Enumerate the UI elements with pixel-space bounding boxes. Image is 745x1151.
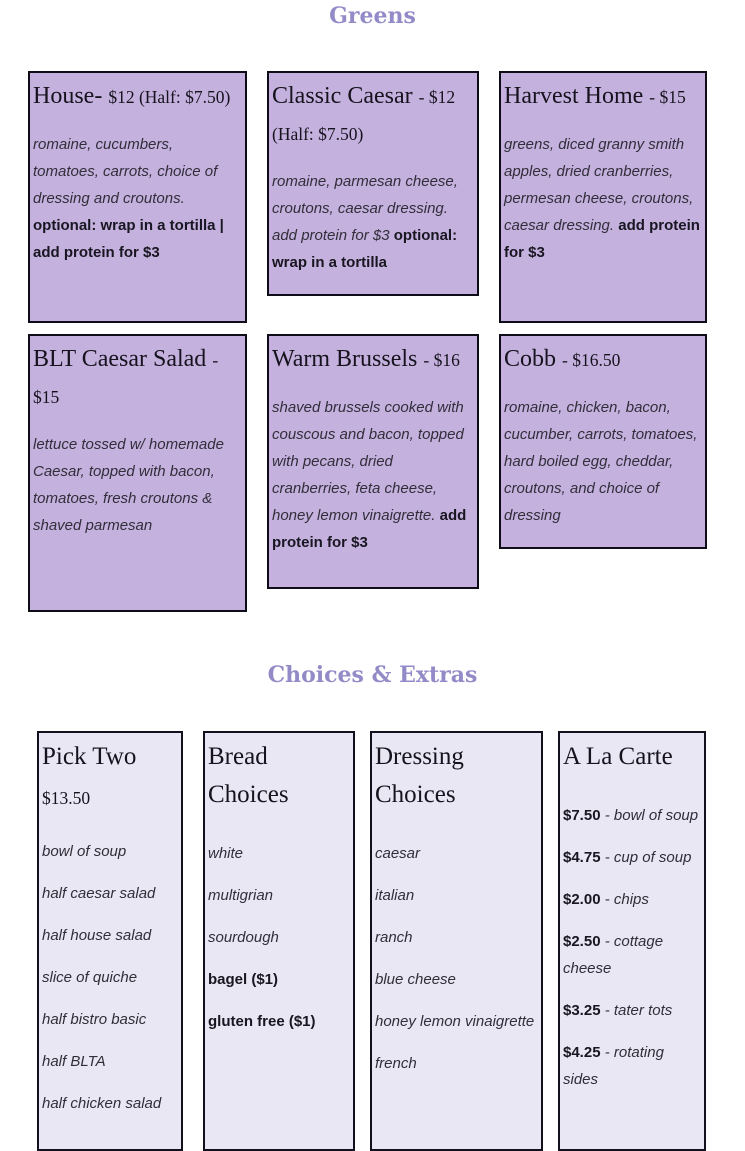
- description-text: romaine, parmesan cheese, croutons, caesar dressing. add protein for $3: [272, 173, 458, 244]
- greens-card-grid: [28, 71, 706, 612]
- list-item: blue cheese: [375, 971, 456, 988]
- item-description: - cup of soup: [604, 849, 692, 866]
- extras-item-list: [375, 840, 538, 1077]
- item-description: - cottage cheese: [563, 933, 664, 977]
- list-item: slice of quiche: [42, 969, 138, 986]
- extras-card-title: Dressing Choices: [375, 743, 464, 808]
- extras-card-bread-choices: [203, 731, 355, 1151]
- menu-card-classic-caesar: [267, 71, 479, 296]
- list-item: half house salad: [42, 927, 152, 944]
- extras-card-pick-two: [37, 731, 183, 1151]
- extras-item-list: [563, 802, 701, 1093]
- menu-card-blt-caesar-salad: [28, 334, 247, 612]
- extras-card-dressing-choices: [370, 731, 543, 1151]
- item-price: $4.75: [563, 849, 601, 866]
- list-item: sourdough: [208, 929, 279, 946]
- menu-item-price: - $15: [649, 87, 686, 107]
- extras-card-row: [37, 731, 745, 1151]
- extras-card-title: A La Carte: [563, 743, 673, 770]
- list-item: half caesar salad: [42, 885, 156, 902]
- list-item: [563, 997, 701, 1024]
- item-description: - bowl of soup: [604, 807, 699, 824]
- list-item: half chicken salad: [42, 1095, 162, 1112]
- description-text: shaved brussels cooked with couscous and bacon, topped with pecans, dried cranberries, feta cheese, honey lemon vinaigrette.: [272, 399, 464, 524]
- item-price: $7.50: [563, 807, 601, 824]
- menu-item-description: [272, 168, 474, 276]
- menu-card-warm-brussels: [267, 334, 479, 589]
- menu-item-name: Warm Brussels: [272, 346, 418, 372]
- description-text: romaine, chicken, bacon, cucumber, carrots, tomatoes, hard boiled egg, cheddar, croutons, and choice of dressing: [504, 399, 698, 524]
- description-note: add protein for $3: [272, 507, 467, 551]
- menu-item-name: Cobb: [504, 346, 557, 372]
- greens-section-heading: Greens: [329, 3, 416, 29]
- list-item: bowl of soup: [42, 843, 127, 860]
- menu-item-title: [272, 341, 474, 378]
- menu-item-price: - $12 (Half: $7.50): [272, 87, 456, 144]
- list-item: half BLTA: [42, 1053, 106, 1070]
- menu-card-harvest-home: [499, 71, 707, 323]
- menu-item-name: Harvest Home: [504, 83, 644, 109]
- item-description: - tater tots: [604, 1002, 673, 1019]
- item-description: - chips: [604, 891, 649, 908]
- list-item: [563, 886, 701, 913]
- menu-item-description: [504, 131, 702, 266]
- menu-item-description: [504, 394, 702, 529]
- menu-item-price: - $16.50: [562, 350, 621, 370]
- list-item: [563, 802, 701, 829]
- list-item: white: [208, 845, 244, 862]
- description-note: add protein for $3: [504, 217, 700, 261]
- menu-item-description: [33, 131, 242, 266]
- menu-item-title: [504, 341, 702, 378]
- extras-card-price: $13.50: [42, 788, 91, 808]
- menu-item-description: [272, 394, 474, 556]
- list-item: ranch: [375, 929, 413, 946]
- list-item: gluten free ($1): [208, 1013, 316, 1030]
- list-item: [563, 844, 701, 871]
- extras-card-a-la-carte: [558, 731, 706, 1151]
- extras-item-list: [208, 840, 350, 1035]
- extras-item-list: [42, 838, 178, 1117]
- description-text: lettuce tossed w/ homemade Caesar, topped with bacon, tomatoes, fresh croutons & shaved parmesan: [33, 436, 224, 534]
- menu-item-price: - $15: [33, 350, 219, 407]
- item-price: $3.25: [563, 1002, 601, 1019]
- menu-item-name: House-: [33, 83, 103, 109]
- list-item: bagel ($1): [208, 971, 279, 988]
- list-item: french: [375, 1055, 417, 1072]
- extras-card-title: Bread Choices: [208, 743, 289, 808]
- item-price: $4.25: [563, 1044, 601, 1061]
- list-item: honey lemon vinaigrette: [375, 1013, 535, 1030]
- menu-item-price: $12 (Half: $7.50): [108, 87, 231, 107]
- menu-item-title: [272, 78, 474, 152]
- description-note: optional: wrap in a tortilla: [272, 227, 458, 271]
- menu-card-cobb: [499, 334, 707, 549]
- menu-item-title: [33, 341, 242, 415]
- menu-item-title: [504, 78, 702, 115]
- description-text: greens, diced granny smith apples, dried cranberries, permesan cheese, croutons, caesar dressing.: [504, 136, 694, 234]
- item-price: $2.50: [563, 933, 601, 950]
- list-item: half bistro basic: [42, 1011, 147, 1028]
- menu-item-name: BLT Caesar Salad: [33, 346, 207, 372]
- list-item: [563, 1039, 701, 1093]
- list-item: italian: [375, 887, 415, 904]
- menu-card-house: [28, 71, 247, 323]
- item-description: - rotating sides: [563, 1044, 664, 1088]
- item-price: $2.00: [563, 891, 601, 908]
- menu-item-price: - $16: [423, 350, 460, 370]
- list-item: caesar: [375, 845, 421, 862]
- menu-item-description: [33, 431, 242, 539]
- description-note: optional: wrap in a tortilla | add protein for $3: [33, 217, 224, 261]
- menu-item-name: Classic Caesar: [272, 83, 413, 109]
- description-text: romaine, cucumbers, tomatoes, carrots, choice of dressing and croutons.: [33, 136, 218, 207]
- list-item: multigrian: [208, 887, 274, 904]
- list-item: [563, 928, 701, 982]
- menu-item-title: [33, 78, 242, 115]
- extras-section-heading: Choices & Extras: [267, 662, 478, 688]
- extras-card-title: Pick Two: [42, 743, 137, 770]
